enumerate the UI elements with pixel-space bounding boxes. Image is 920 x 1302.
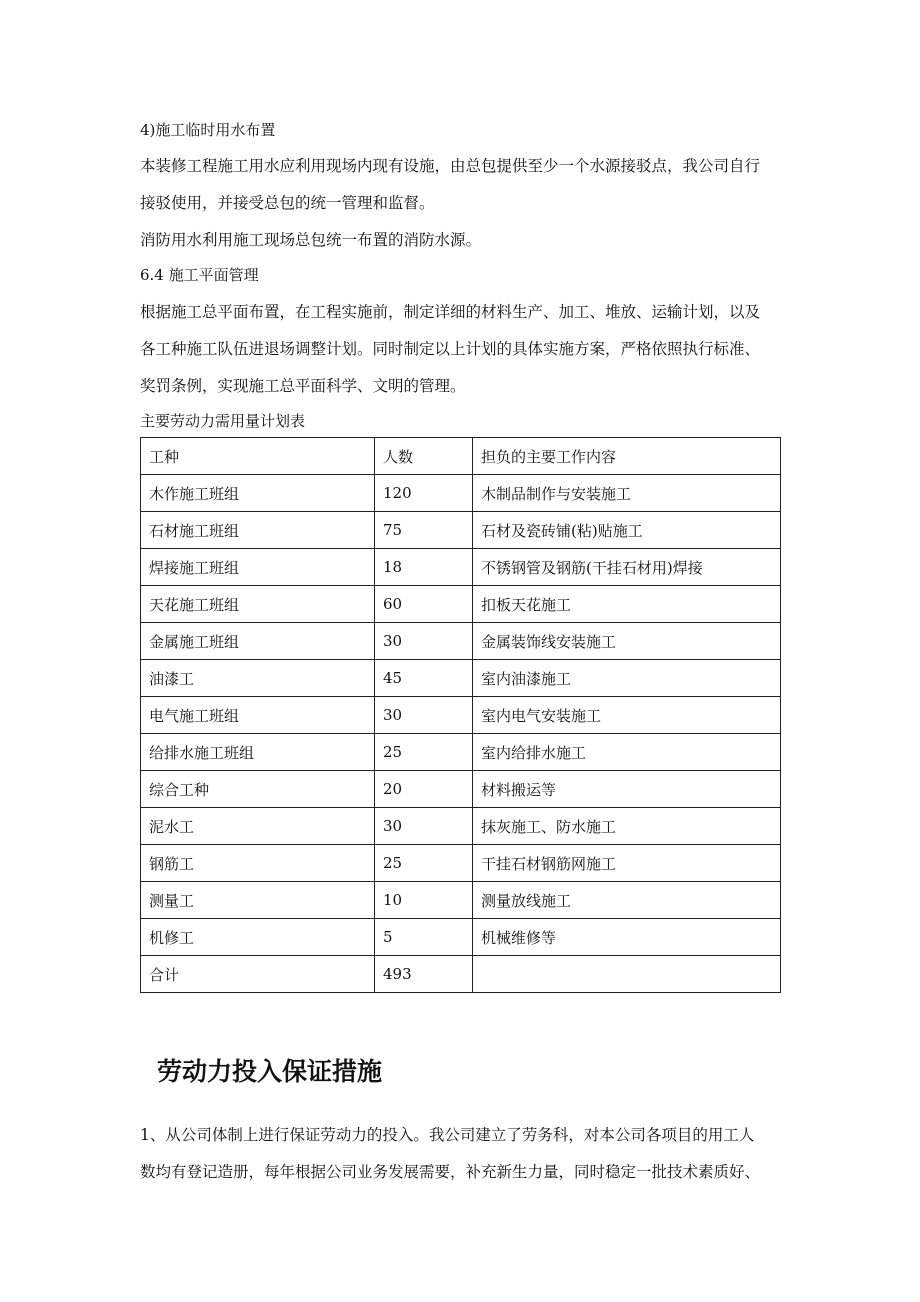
cell-duties: 扣板天花施工 [473, 586, 781, 623]
cell-duties: 室内给排水施工 [473, 734, 781, 771]
cell-headcount: 5 [375, 919, 473, 956]
table-row [141, 808, 781, 845]
header-cell-headcount: 人数 [375, 438, 473, 475]
cell-trade: 油漆工 [141, 660, 375, 697]
cell-duties: 机械维修等 [473, 919, 781, 956]
cell-trade: 机修工 [141, 919, 375, 956]
cell-trade: 泥水工 [141, 808, 375, 845]
cell-duties: 干挂石材钢筋网施工 [473, 845, 781, 882]
cell-headcount: 120 [375, 475, 473, 512]
cell-trade: 金属施工班组 [141, 623, 375, 660]
header-cell-trade: 工种 [141, 438, 375, 475]
cell-headcount: 493 [375, 956, 473, 993]
cell-trade: 钢筋工 [141, 845, 375, 882]
table-row [141, 549, 781, 586]
labor-para-line-1: 1、从公司体制上进行保证劳动力的投入。我公司建立了劳务科，对本公司各项目的用工人 [140, 1126, 755, 1144]
table-row [141, 586, 781, 623]
section-4-para1-line-2: 接驳使用，并接受总包的统一管理和监督。 [140, 194, 435, 212]
cell-headcount: 60 [375, 586, 473, 623]
table-row [141, 697, 781, 734]
cell-duties: 木制品制作与安装施工 [473, 475, 781, 512]
cell-headcount: 30 [375, 697, 473, 734]
cell-trade: 天花施工班组 [141, 586, 375, 623]
cell-trade: 石材施工班组 [141, 512, 375, 549]
section-6-4-title: 6.4 施工平面管理 [140, 266, 259, 284]
section-6-4-para-line-3: 奖罚条例，实现施工总平面科学、文明的管理。 [140, 377, 466, 395]
labor-plan-table [140, 437, 781, 993]
cell-headcount: 10 [375, 882, 473, 919]
cell-headcount: 75 [375, 512, 473, 549]
cell-trade: 测量工 [141, 882, 375, 919]
labor-para-line-2: 数均有登记造册，每年根据公司业务发展需要，补充新生力量，同时稳定一批技术素质好、 [140, 1163, 761, 1181]
cell-duties: 不锈钢管及钢筋(干挂石材用)焊接 [473, 549, 781, 586]
cell-headcount: 25 [375, 734, 473, 771]
cell-headcount: 20 [375, 771, 473, 808]
cell-trade: 木作施工班组 [141, 475, 375, 512]
table-row [141, 660, 781, 697]
table-row [141, 475, 781, 512]
section-6-4-para-line-1: 根据施工总平面布置，在工程实施前，制定详细的材料生产、加工、堆放、运输计划，以及 [140, 303, 761, 321]
cell-trade: 电气施工班组 [141, 697, 375, 734]
cell-duties [473, 956, 781, 993]
table-row [141, 771, 781, 808]
section-4-para1-line-1: 本装修工程施工用水应利用现场内现有设施，由总包提供至少一个水源接驳点，我公司自行 [140, 157, 761, 175]
header-cell-duties: 担负的主要工作内容 [473, 438, 781, 475]
table-row [141, 956, 781, 993]
table-row [141, 512, 781, 549]
table-header-row [141, 438, 781, 475]
table-row [141, 882, 781, 919]
cell-trade: 焊接施工班组 [141, 549, 375, 586]
section-6-4-para-line-2: 各工种施工队伍进退场调整计划。同时制定以上计划的具体实施方案，严格依照执行标准、 [140, 340, 761, 358]
cell-trade: 合计 [141, 956, 375, 993]
cell-duties: 金属装饰线安装施工 [473, 623, 781, 660]
cell-headcount: 30 [375, 623, 473, 660]
table-caption: 主要劳动力需用量计划表 [140, 412, 306, 430]
section-4-para2: 消防用水利用施工现场总包统一布置的消防水源。 [140, 231, 482, 249]
table-row [141, 734, 781, 771]
table-row [141, 623, 781, 660]
cell-headcount: 25 [375, 845, 473, 882]
cell-trade: 给排水施工班组 [141, 734, 375, 771]
cell-headcount: 45 [375, 660, 473, 697]
cell-trade: 综合工种 [141, 771, 375, 808]
cell-duties: 室内电气安装施工 [473, 697, 781, 734]
cell-duties: 石材及瓷砖铺(粘)贴施工 [473, 512, 781, 549]
cell-headcount: 30 [375, 808, 473, 845]
section-4-title: 4)施工临时用水布置 [140, 121, 276, 139]
cell-duties: 材料搬运等 [473, 771, 781, 808]
cell-duties: 测量放线施工 [473, 882, 781, 919]
table-row [141, 845, 781, 882]
cell-duties: 室内油漆施工 [473, 660, 781, 697]
cell-headcount: 18 [375, 549, 473, 586]
cell-duties: 抹灰施工、防水施工 [473, 808, 781, 845]
section-heading-labor-guarantee: 劳动力投入保证措施 [157, 1057, 383, 1086]
table-row [141, 919, 781, 956]
